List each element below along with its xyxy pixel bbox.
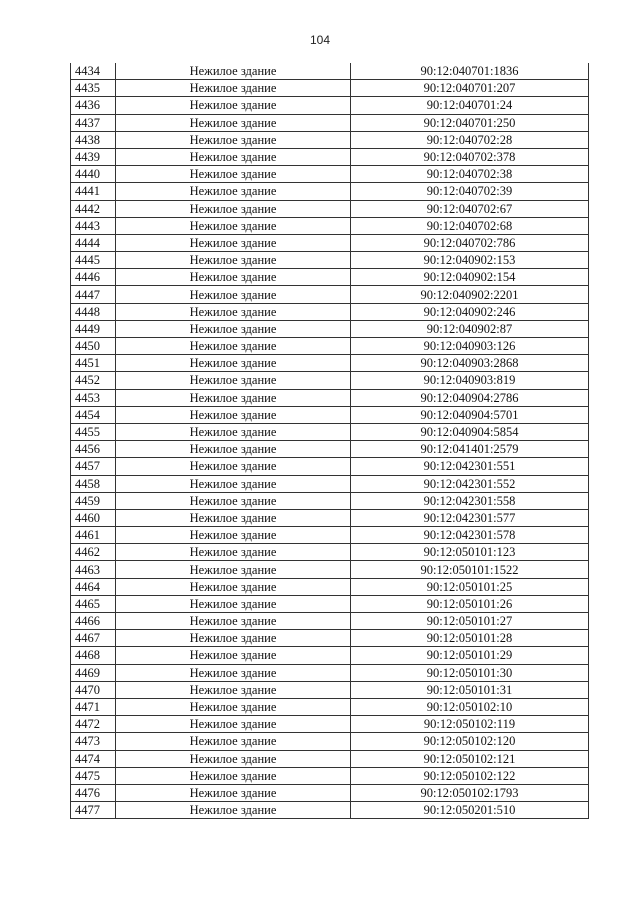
- object-type-cell: Нежилое здание: [116, 784, 351, 801]
- object-type-cell: Нежилое здание: [116, 148, 351, 165]
- cadastral-number-cell: 90:12:040902:2201: [351, 286, 589, 303]
- cadastral-number-cell: 90:12:040701:207: [351, 80, 589, 97]
- row-number-cell: 4438: [71, 131, 116, 148]
- table-row: [71, 544, 589, 561]
- table-row: [71, 252, 589, 269]
- object-type-cell: Нежилое здание: [116, 234, 351, 251]
- object-type-cell: Нежилое здание: [116, 664, 351, 681]
- cadastral-number-cell: 90:12:050101:28: [351, 630, 589, 647]
- row-number-cell: 4456: [71, 441, 116, 458]
- cadastral-number-cell: 90:12:050102:119: [351, 716, 589, 733]
- row-number-cell: 4458: [71, 475, 116, 492]
- object-type-cell: Нежилое здание: [116, 613, 351, 630]
- table-row: [71, 509, 589, 526]
- table-row: [71, 613, 589, 630]
- registry-table-body: [71, 63, 589, 819]
- object-type-cell: Нежилое здание: [116, 269, 351, 286]
- object-type-cell: Нежилое здание: [116, 716, 351, 733]
- cadastral-number-cell: 90:12:040702:68: [351, 217, 589, 234]
- cadastral-number-cell: 90:12:040903:819: [351, 372, 589, 389]
- object-type-cell: Нежилое здание: [116, 406, 351, 423]
- object-type-cell: Нежилое здание: [116, 131, 351, 148]
- object-type-cell: Нежилое здание: [116, 166, 351, 183]
- cadastral-number-cell: 90:12:040902:153: [351, 252, 589, 269]
- table-row: [71, 527, 589, 544]
- property-registry-table: [70, 63, 589, 819]
- row-number-cell: 4435: [71, 80, 116, 97]
- table-row: [71, 63, 589, 80]
- object-type-cell: Нежилое здание: [116, 320, 351, 337]
- row-number-cell: 4436: [71, 97, 116, 114]
- object-type-cell: Нежилое здание: [116, 681, 351, 698]
- cadastral-number-cell: 90:12:050101:25: [351, 578, 589, 595]
- cadastral-number-cell: 90:12:040702:28: [351, 131, 589, 148]
- cadastral-number-cell: 90:12:050102:120: [351, 733, 589, 750]
- cadastral-number-cell: 90:12:040702:38: [351, 166, 589, 183]
- table-row: [71, 767, 589, 784]
- object-type-cell: Нежилое здание: [116, 63, 351, 80]
- object-type-cell: Нежилое здание: [116, 252, 351, 269]
- cadastral-number-cell: 90:12:040701:250: [351, 114, 589, 131]
- row-number-cell: 4441: [71, 183, 116, 200]
- row-number-cell: 4455: [71, 423, 116, 440]
- table-row: [71, 664, 589, 681]
- object-type-cell: Нежилое здание: [116, 767, 351, 784]
- object-type-cell: Нежилое здание: [116, 458, 351, 475]
- row-number-cell: 4450: [71, 338, 116, 355]
- table-row: [71, 406, 589, 423]
- row-number-cell: 4448: [71, 303, 116, 320]
- cadastral-number-cell: 90:12:040904:5701: [351, 406, 589, 423]
- object-type-cell: Нежилое здание: [116, 338, 351, 355]
- table-row: [71, 475, 589, 492]
- row-number-cell: 4454: [71, 406, 116, 423]
- row-number-cell: 4459: [71, 492, 116, 509]
- row-number-cell: 4468: [71, 647, 116, 664]
- table-row: [71, 441, 589, 458]
- cadastral-number-cell: 90:12:040702:786: [351, 234, 589, 251]
- table-row: [71, 217, 589, 234]
- object-type-cell: Нежилое здание: [116, 114, 351, 131]
- row-number-cell: 4434: [71, 63, 116, 80]
- cadastral-number-cell: 90:12:050101:31: [351, 681, 589, 698]
- table-row: [71, 320, 589, 337]
- object-type-cell: Нежилое здание: [116, 544, 351, 561]
- object-type-cell: Нежилое здание: [116, 595, 351, 612]
- row-number-cell: 4472: [71, 716, 116, 733]
- object-type-cell: Нежилое здание: [116, 80, 351, 97]
- table-row: [71, 595, 589, 612]
- object-type-cell: Нежилое здание: [116, 441, 351, 458]
- cadastral-number-cell: 90:12:040903:2868: [351, 355, 589, 372]
- row-number-cell: 4471: [71, 698, 116, 715]
- cadastral-number-cell: 90:12:050101:27: [351, 613, 589, 630]
- table-row: [71, 148, 589, 165]
- table-row: [71, 200, 589, 217]
- row-number-cell: 4467: [71, 630, 116, 647]
- table-row: [71, 802, 589, 819]
- object-type-cell: Нежилое здание: [116, 389, 351, 406]
- table-row: [71, 114, 589, 131]
- cadastral-number-cell: 90:12:040904:2786: [351, 389, 589, 406]
- table-row: [71, 423, 589, 440]
- object-type-cell: Нежилое здание: [116, 750, 351, 767]
- table-row: [71, 733, 589, 750]
- table-row: [71, 80, 589, 97]
- cadastral-number-cell: 90:12:050101:26: [351, 595, 589, 612]
- table-row: [71, 234, 589, 251]
- table-row: [71, 578, 589, 595]
- object-type-cell: Нежилое здание: [116, 372, 351, 389]
- row-number-cell: 4463: [71, 561, 116, 578]
- row-number-cell: 4466: [71, 613, 116, 630]
- object-type-cell: Нежилое здание: [116, 492, 351, 509]
- table-row: [71, 355, 589, 372]
- object-type-cell: Нежилое здание: [116, 97, 351, 114]
- table-row: [71, 286, 589, 303]
- cadastral-number-cell: 90:12:040702:39: [351, 183, 589, 200]
- table-row: [71, 303, 589, 320]
- cadastral-number-cell: 90:12:050201:510: [351, 802, 589, 819]
- row-number-cell: 4462: [71, 544, 116, 561]
- row-number-cell: 4447: [71, 286, 116, 303]
- cadastral-number-cell: 90:12:050101:123: [351, 544, 589, 561]
- row-number-cell: 4464: [71, 578, 116, 595]
- table-row: [71, 183, 589, 200]
- row-number-cell: 4451: [71, 355, 116, 372]
- cadastral-number-cell: 90:12:050101:1522: [351, 561, 589, 578]
- object-type-cell: Нежилое здание: [116, 630, 351, 647]
- row-number-cell: 4439: [71, 148, 116, 165]
- table-row: [71, 166, 589, 183]
- table-row: [71, 698, 589, 715]
- table-row: [71, 716, 589, 733]
- cadastral-number-cell: 90:12:050101:29: [351, 647, 589, 664]
- table-row: [71, 458, 589, 475]
- row-number-cell: 4474: [71, 750, 116, 767]
- row-number-cell: 4457: [71, 458, 116, 475]
- cadastral-number-cell: 90:12:042301:558: [351, 492, 589, 509]
- row-number-cell: 4470: [71, 681, 116, 698]
- cadastral-number-cell: 90:12:050102:121: [351, 750, 589, 767]
- row-number-cell: 4453: [71, 389, 116, 406]
- object-type-cell: Нежилое здание: [116, 355, 351, 372]
- cadastral-number-cell: 90:12:042301:577: [351, 509, 589, 526]
- row-number-cell: 4461: [71, 527, 116, 544]
- table-row: [71, 681, 589, 698]
- object-type-cell: Нежилое здание: [116, 578, 351, 595]
- cadastral-number-cell: 90:12:040902:246: [351, 303, 589, 320]
- row-number-cell: 4460: [71, 509, 116, 526]
- cadastral-number-cell: 90:12:050101:30: [351, 664, 589, 681]
- object-type-cell: Нежилое здание: [116, 561, 351, 578]
- cadastral-number-cell: 90:12:040701:24: [351, 97, 589, 114]
- cadastral-number-cell: 90:12:040702:67: [351, 200, 589, 217]
- object-type-cell: Нежилое здание: [116, 509, 351, 526]
- row-number-cell: 4465: [71, 595, 116, 612]
- cadastral-number-cell: 90:12:042301:578: [351, 527, 589, 544]
- cadastral-number-cell: 90:12:041401:2579: [351, 441, 589, 458]
- row-number-cell: 4444: [71, 234, 116, 251]
- row-number-cell: 4475: [71, 767, 116, 784]
- row-number-cell: 4442: [71, 200, 116, 217]
- table-row: [71, 492, 589, 509]
- table-row: [71, 269, 589, 286]
- cadastral-number-cell: 90:12:040904:5854: [351, 423, 589, 440]
- row-number-cell: 4445: [71, 252, 116, 269]
- object-type-cell: Нежилое здание: [116, 527, 351, 544]
- row-number-cell: 4440: [71, 166, 116, 183]
- cadastral-number-cell: 90:12:040702:378: [351, 148, 589, 165]
- table-row: [71, 338, 589, 355]
- object-type-cell: Нежилое здание: [116, 183, 351, 200]
- object-type-cell: Нежилое здание: [116, 802, 351, 819]
- cadastral-number-cell: 90:12:050102:122: [351, 767, 589, 784]
- cadastral-number-cell: 90:12:050102:1793: [351, 784, 589, 801]
- cadastral-number-cell: 90:12:040902:87: [351, 320, 589, 337]
- row-number-cell: 4437: [71, 114, 116, 131]
- page-number: 104: [309, 33, 331, 47]
- cadastral-number-cell: 90:12:042301:551: [351, 458, 589, 475]
- row-number-cell: 4443: [71, 217, 116, 234]
- table-row: [71, 784, 589, 801]
- object-type-cell: Нежилое здание: [116, 733, 351, 750]
- table-row: [71, 97, 589, 114]
- row-number-cell: 4452: [71, 372, 116, 389]
- row-number-cell: 4446: [71, 269, 116, 286]
- table-row: [71, 750, 589, 767]
- row-number-cell: 4449: [71, 320, 116, 337]
- cadastral-number-cell: 90:12:040903:126: [351, 338, 589, 355]
- object-type-cell: Нежилое здание: [116, 286, 351, 303]
- table-row: [71, 561, 589, 578]
- row-number-cell: 4473: [71, 733, 116, 750]
- table-row: [71, 389, 589, 406]
- object-type-cell: Нежилое здание: [116, 303, 351, 320]
- row-number-cell: 4476: [71, 784, 116, 801]
- table-row: [71, 372, 589, 389]
- table-row: [71, 647, 589, 664]
- object-type-cell: Нежилое здание: [116, 200, 351, 217]
- object-type-cell: Нежилое здание: [116, 475, 351, 492]
- row-number-cell: 4469: [71, 664, 116, 681]
- cadastral-number-cell: 90:12:040902:154: [351, 269, 589, 286]
- table-row: [71, 630, 589, 647]
- cadastral-number-cell: 90:12:042301:552: [351, 475, 589, 492]
- object-type-cell: Нежилое здание: [116, 647, 351, 664]
- object-type-cell: Нежилое здание: [116, 423, 351, 440]
- cadastral-number-cell: 90:12:040701:1836: [351, 63, 589, 80]
- cadastral-number-cell: 90:12:050102:10: [351, 698, 589, 715]
- object-type-cell: Нежилое здание: [116, 217, 351, 234]
- object-type-cell: Нежилое здание: [116, 698, 351, 715]
- row-number-cell: 4477: [71, 802, 116, 819]
- table-row: [71, 131, 589, 148]
